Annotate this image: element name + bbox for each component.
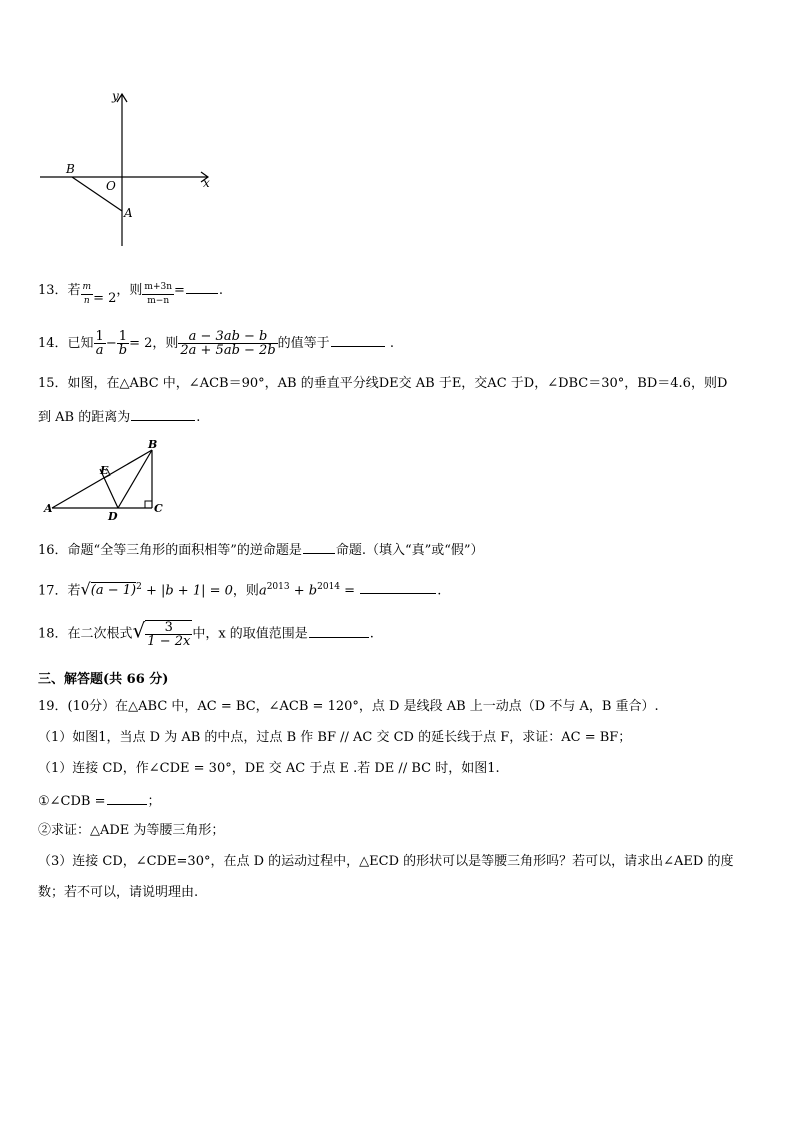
question-17: 17．若$√(a - 1)^2 + |b + 1| = 0$，则$a^{2013} + b^{2014}$ = . [38,579,442,599]
x-label: x [203,176,210,190]
question-19-line1: 19．(10分）在△ABC 中，AC = BC，∠ACB = 120°，点 D 是线段 AB 上一动点（D 不与 A，B 重合）. [38,699,659,714]
question-19-line7: 数；若不可以，请说明理由. [38,885,199,900]
point-B-label: B [66,162,75,176]
question-16: 16．命题“全等三角形的面积相等”的逆命题是 命题.（填入“真”或“假”） [38,543,484,558]
question-14: 14．已知 $\frac{1}{a}$ − $\frac{1}{b}$ = 2，则 $\frac{a - 3ab - b}{2a + 5ab - 2b}$ 的值等于 . [38,329,394,358]
point-B-label: B [148,438,158,451]
point-A-label: A [44,502,53,515]
question-18: 18．在二次根式√ $\frac{3}{1 - 2x}$ 中，x 的取值范围是 . [38,618,374,649]
segment-BD [118,450,152,508]
question-15-line1: 15．如图，在△ABC 中，∠ACB＝90°，AB 的垂直平分线DE交 AB 于E，交AC 于D，∠DBC＝30°，BD＝4.6，则D [38,376,728,391]
question-19-line2: （1）如图1，当点 D 为 AB 的中点，过点 B 作 BF // AC 交 CD 的延长线于点 F，求证：AC = BF； [38,730,632,745]
answer-blank[interactable] [303,541,335,554]
question-19-line6: （3）连接 CD，∠CDE=30°，在点 D 的运动过程中，△ECD 的形状可以是等腰三角形吗？若可以，请求出∠AED 的度 [38,854,734,869]
fraction-expression: $\frac{m+3n}{m-n}$ [144,282,173,306]
coordinate-figure [38,86,228,251]
question-19-line3: （1）连接 CD，作∠CDE = 30°，DE 交 AC 于点 E .若 DE // BC 时，如图1. [38,761,500,776]
answer-blank[interactable] [331,334,385,347]
y-label: y [112,89,119,103]
question-15-line2: 到 AB 的距离为 . [38,410,201,425]
segment-AB [52,450,152,508]
fraction-m-over-n: $\frac{m}{n}$ [82,282,92,306]
point-E-label: E [100,464,109,477]
question-13: 13．若 $\frac{m}{n}$ = 2，则 $\frac{m+3n}{m-n}$ = . [38,282,224,306]
triangle-figure [40,438,175,524]
answer-blank[interactable] [186,281,218,294]
question-19-line4: ①∠CDB = ； [38,794,161,809]
point-D-label: D [108,510,118,523]
answer-blank[interactable] [131,408,195,421]
question-19-line5: ②求证：△ADE 为等腰三角形； [38,823,225,838]
section-heading: 三、解答题(共 66 分) [38,672,169,687]
answer-blank[interactable] [309,625,369,638]
point-C-label: C [154,502,163,515]
origin-label: O [106,179,116,193]
right-angle-C [145,501,152,508]
answer-blank[interactable] [107,792,147,805]
point-A-label: A [124,206,133,220]
answer-blank[interactable] [360,581,436,594]
